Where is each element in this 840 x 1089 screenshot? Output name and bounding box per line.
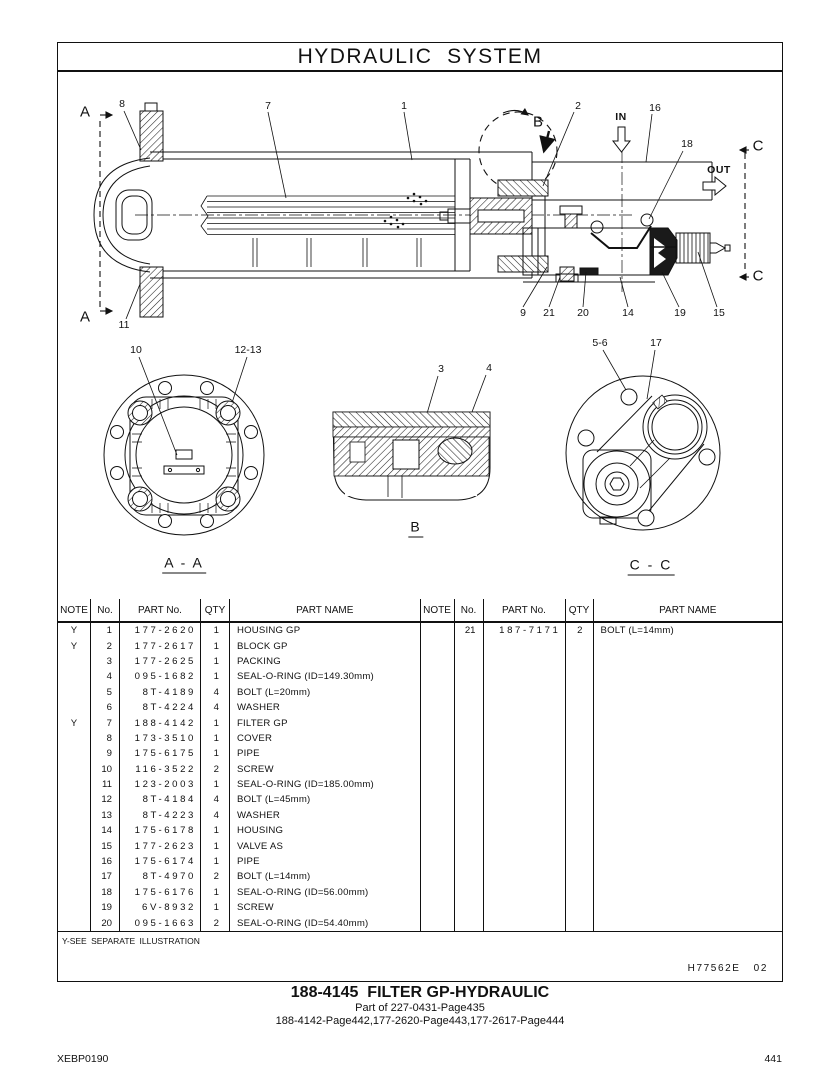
col-qty: QTY [566, 599, 594, 621]
table-cell: VALVE AS [237, 840, 284, 852]
table-cell: 2 [201, 762, 230, 777]
table-cell: 18 [91, 885, 120, 900]
detail-marker-b: B [532, 113, 544, 131]
table-cell: Y [58, 715, 91, 730]
table-cell: FILTER GP [237, 717, 288, 729]
table-body [421, 623, 783, 931]
table-row [58, 915, 420, 930]
table-cell: 123-2003 [120, 777, 201, 792]
table-cell: 2 [91, 638, 120, 653]
callout-4: 4 [486, 362, 492, 374]
table-cell: 20 [91, 915, 120, 930]
child-references: 188-4142-Page442,177-2620-Page443,177-2617-Page444 [275, 1015, 565, 1027]
table-cell: 1 [201, 777, 230, 792]
table-cell: 187-7171 [484, 623, 566, 638]
callout-1: 1 [401, 100, 407, 112]
table-cell: 17 [91, 869, 120, 884]
table-cell: SEAL-O-RING (ID=54.40mm) [237, 917, 369, 929]
table-cell: WASHER [237, 702, 280, 714]
table-cell [58, 669, 91, 684]
table-cell: BLOCK GP [237, 640, 288, 652]
table-cell: 1 [201, 715, 230, 730]
table-cell: 12 [91, 792, 120, 807]
table-cell: 177-2617 [120, 638, 201, 653]
table-cell [58, 777, 91, 792]
table-footnote-band [58, 931, 782, 981]
table-cell: 21 [455, 623, 484, 638]
table-cell [58, 685, 91, 700]
table-cell: 13 [91, 808, 120, 823]
table-cell: 1 [201, 838, 230, 853]
table-cell: 173-3510 [120, 731, 201, 746]
view-label-a-a: A - A [162, 555, 206, 574]
table-header [421, 599, 783, 623]
title-band [58, 43, 782, 72]
callout-20: 20 [577, 307, 589, 319]
table-row [58, 900, 420, 915]
table-row [58, 638, 420, 653]
table-cell: 1 [201, 746, 230, 761]
table-cell: 3 [91, 654, 120, 669]
table-body [58, 623, 420, 931]
callout-2: 2 [575, 100, 581, 112]
table-cell: 188-4142 [120, 715, 201, 730]
callout-7: 7 [265, 100, 271, 112]
table-row [58, 869, 420, 884]
page-number: 441 [764, 1053, 782, 1065]
table-cell: 19 [91, 900, 120, 915]
footnote: Y-SEE SEPARATE ILLUSTRATION [62, 936, 200, 946]
table-cell: 6V-8932 [120, 900, 201, 915]
table-cell: PIPE [237, 856, 260, 868]
table-cell: 2 [201, 915, 230, 930]
parts-table-section [58, 599, 782, 981]
table-cell [58, 900, 91, 915]
table-cell [58, 838, 91, 853]
table-cell: SCREW [237, 763, 274, 775]
callout-8: 8 [119, 98, 125, 110]
callout-19: 19 [674, 307, 686, 319]
callout-21: 21 [543, 307, 555, 319]
table-row [58, 654, 420, 669]
table-cell: 8T-4189 [120, 685, 201, 700]
section-marker-a-top: A [79, 103, 91, 121]
callout-10: 10 [130, 344, 142, 356]
table-cell: 15 [91, 838, 120, 853]
callout-11: 11 [118, 319, 130, 331]
table-cell [421, 623, 455, 638]
table-cell [58, 792, 91, 807]
table-cell: 1 [201, 854, 230, 869]
col-qty: QTY [201, 599, 230, 621]
table-row [58, 669, 420, 684]
table-cell: 177-2620 [120, 623, 201, 638]
callout-14: 14 [622, 307, 634, 319]
table-row [58, 685, 420, 700]
table-cell: 175-6176 [120, 885, 201, 900]
table-cell: 5 [91, 685, 120, 700]
table-cell: 8T-4970 [120, 869, 201, 884]
flow-label-in: IN [615, 111, 627, 123]
table-cell: 1 [201, 654, 230, 669]
table-cell: 1 [201, 638, 230, 653]
table-cell: 7 [91, 715, 120, 730]
table-cell: 1 [91, 623, 120, 638]
table-cell: 8 [91, 731, 120, 746]
table-cell: 095-1682 [120, 669, 201, 684]
table-cell: 177-2625 [120, 654, 201, 669]
table-cell [58, 869, 91, 884]
table-cell: 8T-4184 [120, 792, 201, 807]
table-cell: 4 [91, 669, 120, 684]
table-cell: 11 [91, 777, 120, 792]
table-cell: 1 [201, 823, 230, 838]
table-cell: 4 [201, 792, 230, 807]
table-cell: 8T-4223 [120, 808, 201, 823]
table-cell: WASHER [237, 809, 280, 821]
table-cell: PACKING [237, 655, 281, 667]
callout-18: 18 [681, 138, 693, 150]
section-marker-c-bottom: C [752, 267, 764, 285]
table-row [58, 777, 420, 792]
parts-table-right [420, 599, 783, 931]
table-cell: 177-2623 [120, 838, 201, 853]
table-cell: PIPE [237, 748, 260, 760]
table-cell: SCREW [237, 902, 274, 914]
col-part-name: PART NAME [296, 604, 354, 616]
document-code: H77562E 02 [687, 963, 768, 974]
page-title: HYDRAULIC SYSTEM [297, 44, 543, 68]
table-row [58, 623, 420, 638]
table-cell: 4 [201, 685, 230, 700]
table-row [58, 700, 420, 715]
table-cell [58, 654, 91, 669]
col-part-no: PART No. [120, 599, 201, 621]
page-frame [57, 42, 783, 982]
col-note: NOTE [58, 599, 91, 621]
table-cell: 16 [91, 854, 120, 869]
table-row [58, 808, 420, 823]
table-filler [421, 638, 783, 931]
table-cell: Y [58, 638, 91, 653]
table-cell: 4 [201, 700, 230, 715]
parent-reference: Part of 227-0431-Page435 [355, 1002, 485, 1014]
callout-17: 17 [650, 337, 662, 349]
table-cell [58, 885, 91, 900]
table-cell: 1 [201, 900, 230, 915]
flow-label-out: OUT [707, 164, 731, 176]
table-cell: SEAL-O-RING (ID=185.00mm) [237, 779, 374, 791]
table-row [58, 715, 420, 730]
table-row [58, 854, 420, 869]
footer-title-block [0, 984, 840, 1028]
table-cell: 175-6175 [120, 746, 201, 761]
table-cell: HOUSING [237, 825, 284, 837]
table-cell [58, 746, 91, 761]
callout-9: 9 [520, 307, 526, 319]
table-cell [58, 854, 91, 869]
table-cell: COVER [237, 732, 273, 744]
col-note: NOTE [421, 599, 455, 621]
table-row [58, 885, 420, 900]
table-cell: 8T-4224 [120, 700, 201, 715]
table-cell [58, 823, 91, 838]
table-row [58, 746, 420, 761]
table-cell: 1 [201, 669, 230, 684]
callout-12-13: 12-13 [234, 344, 262, 356]
table-cell: SEAL-O-RING (ID=149.30mm) [237, 671, 374, 683]
table-cell [58, 731, 91, 746]
table-cell: 175-6178 [120, 823, 201, 838]
table-cell [58, 915, 91, 930]
table-row [58, 823, 420, 838]
table-cell: BOLT (L=20mm) [237, 686, 311, 698]
table-cell: 175-6174 [120, 854, 201, 869]
table-cell: 1 [201, 885, 230, 900]
table-cell: 9 [91, 746, 120, 761]
callout-3: 3 [438, 363, 444, 375]
assembly-title: 188-4145 FILTER GP-HYDRAULIC [290, 984, 550, 1001]
section-marker-c-top: C [752, 137, 764, 155]
parts-table-left [58, 599, 420, 931]
table-cell [58, 808, 91, 823]
table-cell: 14 [91, 823, 120, 838]
table-cell: 095-1663 [120, 915, 201, 930]
table-cell: SEAL-O-RING (ID=56.00mm) [237, 886, 369, 898]
table-cell: HOUSING GP [237, 625, 301, 637]
table-cell: 1 [201, 731, 230, 746]
table-cell: Y [58, 623, 91, 638]
callout-16: 16 [649, 102, 661, 114]
table-row [58, 838, 420, 853]
table-cell [58, 762, 91, 777]
table-cell [58, 700, 91, 715]
table-cell: 6 [91, 700, 120, 715]
table-header [58, 599, 420, 623]
table-cell: 116-3522 [120, 762, 201, 777]
col-part-name: PART NAME [659, 604, 717, 616]
table-cell: 4 [201, 808, 230, 823]
table-cell: 2 [201, 869, 230, 884]
view-label-c-c: C - C [628, 557, 675, 576]
table-cell: BOLT (L=45mm) [237, 794, 311, 806]
table-cell: BOLT (L=14mm) [237, 871, 311, 883]
table-cell: 10 [91, 762, 120, 777]
callout-15: 15 [713, 307, 725, 319]
callout-5-6: 5-6 [592, 337, 608, 349]
view-label-b: B [408, 519, 423, 538]
table-row [58, 792, 420, 807]
table-cell: 1 [201, 623, 230, 638]
col-no: No. [455, 599, 484, 621]
table-cell: 2 [566, 623, 594, 638]
table-row [58, 762, 420, 777]
table-cell: BOLT (L=14mm) [600, 625, 674, 637]
section-marker-a-bottom: A [79, 308, 91, 326]
col-no: No. [91, 599, 120, 621]
col-part-no: PART No. [484, 599, 566, 621]
form-code: XEBP0190 [57, 1053, 109, 1065]
table-row [58, 731, 420, 746]
table-row [421, 623, 783, 638]
